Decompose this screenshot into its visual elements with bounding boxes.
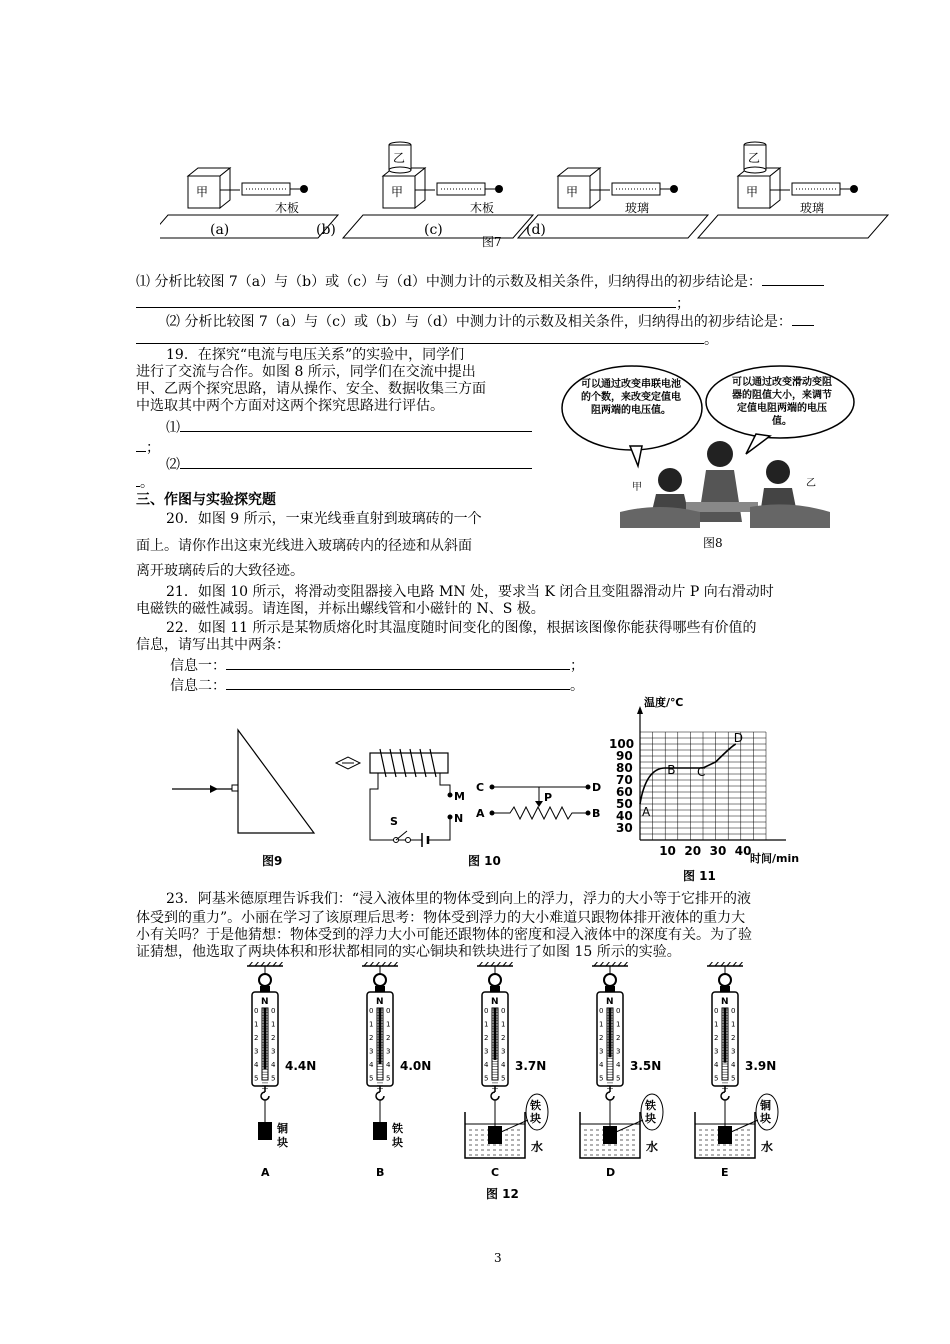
fig7a-block-label: 甲 bbox=[196, 185, 209, 199]
clip bbox=[720, 986, 730, 992]
ring bbox=[604, 974, 616, 986]
fig10-label-D: D bbox=[592, 781, 602, 794]
scale-number: 1 bbox=[369, 1020, 374, 1029]
x-tick-label: 40 bbox=[734, 844, 752, 858]
ring bbox=[489, 974, 501, 986]
scale-number: 4 bbox=[386, 1061, 391, 1069]
block-name: 块 bbox=[277, 1136, 288, 1149]
indicator bbox=[494, 1008, 497, 1060]
panel-letter: A bbox=[261, 1166, 270, 1179]
fig7d-surface: 玻璃 bbox=[800, 201, 825, 215]
q23-line3: 小有关吗？于是他猜想：物体受到的浮力大小可能还跟物体的密度和浸入液体中的深度有关。为了验 bbox=[136, 927, 752, 943]
x-tick-label: 10 bbox=[659, 844, 676, 858]
indicator bbox=[264, 1008, 267, 1069]
scale-number: 3 bbox=[599, 1047, 604, 1056]
scale-number: 2 bbox=[484, 1034, 489, 1042]
figure-10 bbox=[334, 745, 614, 850]
ring bbox=[259, 974, 271, 986]
fig7a-surface: 木板 bbox=[275, 201, 300, 215]
q18-part2-line2: 。 bbox=[136, 330, 718, 349]
block-name: 铜 bbox=[760, 1099, 771, 1112]
scale-number: 1 bbox=[714, 1020, 719, 1029]
clip bbox=[375, 986, 385, 992]
block-name: 块 bbox=[760, 1112, 771, 1125]
fig10-label-P: P bbox=[544, 791, 553, 804]
y-tick-label: 50 bbox=[616, 797, 633, 811]
q18-part2: ⑵ 分析比较图 7（a）与（c）或（b）与（d）中测力计的示数及相关条件，归纳得出的初步结论是： bbox=[166, 312, 814, 331]
scale-number: 1 bbox=[271, 1020, 276, 1029]
force-reading: 3.5N bbox=[630, 1059, 662, 1073]
water-label: 水 bbox=[531, 1140, 544, 1154]
callout-pointer bbox=[616, 1120, 643, 1132]
block-name: 块 bbox=[392, 1136, 403, 1149]
force-reading: 4.0N bbox=[400, 1059, 432, 1073]
scale-number: 5 bbox=[731, 1074, 736, 1083]
scale-number: 4 bbox=[616, 1061, 621, 1069]
q21-line1: 21．如图 10 所示，将滑动变阻器接入电路 MN 处，要求当 K 闭合且变阻器滑动片 P 向右滑动时 bbox=[166, 584, 774, 600]
figure-7 bbox=[160, 140, 890, 260]
figure-12 bbox=[220, 962, 800, 1187]
clip bbox=[605, 986, 615, 992]
force-reading: 3.7N bbox=[515, 1059, 547, 1073]
block-name: 铁 bbox=[392, 1122, 403, 1135]
clip bbox=[490, 986, 500, 992]
fig7d-top-label: 乙 bbox=[748, 151, 761, 165]
spring-balance-D bbox=[580, 962, 663, 1179]
scale-number: 4 bbox=[484, 1061, 489, 1069]
scale-number: 5 bbox=[616, 1074, 621, 1083]
q20-line1: 20．如图 9 所示，一束光线垂直射到玻璃砖的一个 bbox=[166, 511, 482, 527]
scale-number: 1 bbox=[254, 1020, 259, 1029]
page-number: 3 bbox=[494, 1251, 502, 1265]
scale-number: 5 bbox=[369, 1074, 374, 1083]
figure-9 bbox=[170, 725, 320, 840]
hook bbox=[376, 1092, 384, 1100]
scale-unit-label: N bbox=[376, 997, 384, 1007]
y-tick-label: 40 bbox=[616, 809, 633, 823]
scale-number: 3 bbox=[484, 1047, 489, 1056]
fig7d-block-label: 甲 bbox=[746, 185, 759, 199]
force-reading: 3.9N bbox=[745, 1059, 777, 1073]
scale-number: 1 bbox=[386, 1020, 391, 1029]
panel-letter: B bbox=[376, 1166, 385, 1179]
scale-number: 2 bbox=[731, 1034, 736, 1042]
scale-number: 0 bbox=[386, 1007, 391, 1015]
fig8-bubble-right: 可以通过改变滑动变阻器的阻值大小，来调节定值电阻两端的电压值。 bbox=[732, 377, 832, 427]
spring-balance-A bbox=[247, 962, 316, 1179]
force-reading: 4.4N bbox=[285, 1059, 317, 1073]
fig10-caption: 图 10 bbox=[468, 854, 501, 868]
metal-block bbox=[373, 1122, 387, 1140]
scale-number: 2 bbox=[386, 1034, 391, 1042]
scale-unit-label: N bbox=[261, 997, 269, 1007]
y-tick-label: 70 bbox=[616, 773, 633, 787]
students-illustration bbox=[620, 441, 830, 528]
fig7-caption: 图7 bbox=[482, 235, 502, 249]
scale-number: 3 bbox=[501, 1047, 506, 1056]
fig10-label-N: N bbox=[454, 812, 464, 825]
point-label-B: B bbox=[667, 763, 676, 777]
scale-number: 2 bbox=[271, 1034, 276, 1042]
y-tick-label: 80 bbox=[616, 761, 633, 775]
water-label: 水 bbox=[646, 1140, 659, 1154]
point-label-A: A bbox=[642, 805, 651, 819]
indicator bbox=[724, 1008, 727, 1063]
q20-line2: 面上。请你作出这束光线进入玻璃砖内的径迹和从斜面 bbox=[136, 538, 472, 554]
scale-number: 0 bbox=[369, 1007, 374, 1015]
scale-number: 5 bbox=[484, 1074, 489, 1083]
q19-line2: 进行了交流与合作。如图 8 所示，同学们在交流中提出 bbox=[136, 364, 476, 380]
point-label-D: D bbox=[733, 731, 744, 745]
x-tick-label: 20 bbox=[684, 844, 702, 858]
scale-number: 5 bbox=[501, 1074, 506, 1083]
scale-number: 3 bbox=[616, 1047, 621, 1056]
scale-number: 4 bbox=[271, 1061, 276, 1069]
fig10-label-M: M bbox=[454, 790, 465, 803]
q19-answer2-end: 。 bbox=[136, 473, 154, 492]
fig10-label-A: A bbox=[476, 807, 485, 820]
fig8-bubble-left: 可以通过改变串联电池的个数，来改变定值电阻两端的电压值。 bbox=[581, 379, 681, 416]
fig8-label-right: 乙 bbox=[806, 478, 816, 489]
scale-number: 1 bbox=[599, 1020, 604, 1029]
y-tick-label: 60 bbox=[616, 785, 633, 799]
scale-number: 0 bbox=[714, 1007, 719, 1015]
scale-number: 1 bbox=[731, 1020, 736, 1029]
scale-unit-label: N bbox=[491, 997, 499, 1007]
callout-pointer bbox=[501, 1120, 528, 1132]
y-tick-label: 30 bbox=[616, 821, 633, 835]
callout-pointer bbox=[731, 1120, 758, 1132]
scale-number: 0 bbox=[254, 1007, 259, 1015]
block-name: 铁 bbox=[645, 1099, 656, 1112]
q18-part1: ⑴ 分析比较图 7（a）与（b）或（c）与（d）中测力计的示数及相关条件，归纳得出的初步结论是： bbox=[136, 272, 824, 291]
q19-answer1-end: ； bbox=[136, 438, 160, 457]
fig11-caption: 图 11 bbox=[683, 869, 716, 883]
y-tick-label: 100 bbox=[609, 737, 635, 751]
q22-line2: 信息，请写出其中两条： bbox=[136, 637, 290, 653]
scale-number: 5 bbox=[271, 1074, 276, 1083]
fig7-label-d: (d) bbox=[526, 222, 546, 238]
panel-letter: E bbox=[721, 1166, 729, 1179]
scale-number: 2 bbox=[369, 1034, 374, 1042]
scale-number: 2 bbox=[714, 1034, 719, 1042]
q21-line2: 电磁铁的磁性减弱。请连图，并标出螺线管和小磁针的 N、S 极。 bbox=[136, 601, 545, 617]
scale-number: 4 bbox=[599, 1061, 604, 1069]
clip bbox=[260, 986, 270, 992]
fig7-panel-a bbox=[160, 168, 338, 238]
scale-number: 2 bbox=[599, 1034, 604, 1042]
scale-number: 3 bbox=[731, 1047, 736, 1056]
fig7b-top-label: 乙 bbox=[393, 151, 406, 165]
y-tick-label: 90 bbox=[616, 749, 633, 763]
scale-number: 1 bbox=[616, 1020, 621, 1029]
q23-line1: 23．阿基米德原理告诉我们：“浸入液体里的物体受到向上的浮力，浮力的大小等于它排开的液 bbox=[166, 891, 751, 907]
block-name: 铁 bbox=[530, 1099, 541, 1112]
scale-number: 3 bbox=[386, 1047, 391, 1056]
hook bbox=[721, 1092, 729, 1100]
scale-unit-label: N bbox=[606, 997, 614, 1007]
q19-answer2: ⑵ bbox=[166, 455, 532, 474]
scale-number: 0 bbox=[484, 1007, 489, 1015]
block-name: 块 bbox=[645, 1112, 656, 1125]
q23-line4: 证猜想，他选取了两块体积和形状都相同的实心铜块和铁块进行了如图 15 所示的实验。 bbox=[136, 944, 681, 960]
fig7-panel-d bbox=[698, 142, 888, 238]
fig8-label-left: 甲 bbox=[632, 482, 642, 493]
scale-number: 4 bbox=[501, 1061, 506, 1069]
fig7-label-b: (b) bbox=[316, 222, 336, 238]
y-axis-arrow bbox=[637, 706, 643, 714]
indicator bbox=[609, 1008, 612, 1057]
q19-line1: 19．在探究“电流与电压关系”的实验中，同学们 bbox=[166, 347, 465, 363]
section-3-title: 三、作图与实验探究题 bbox=[136, 492, 276, 508]
hook bbox=[606, 1092, 614, 1100]
scale-number: 5 bbox=[254, 1074, 259, 1083]
scale-number: 4 bbox=[714, 1061, 719, 1069]
scale-number: 2 bbox=[616, 1034, 621, 1042]
q20-line3: 离开玻璃砖后的大致径迹。 bbox=[136, 563, 304, 579]
fig7b-block-label: 甲 bbox=[391, 185, 404, 199]
spring-balance-B bbox=[362, 962, 431, 1179]
q22-line1: 22．如图 11 所示是某物质熔化时其温度随时间变化的图像，根据该图像你能获得哪些有价值的 bbox=[166, 620, 757, 636]
fig10-label-S: S bbox=[390, 815, 398, 828]
fig10-label-C: C bbox=[476, 781, 485, 794]
q19-line3: 甲、乙两个探究思路，请从操作、安全、数据收集三方面 bbox=[136, 381, 486, 397]
metal-block bbox=[258, 1122, 272, 1140]
panel-letter: D bbox=[606, 1166, 616, 1179]
fig7c-block-label: 甲 bbox=[566, 185, 579, 199]
fig7b-surface: 木板 bbox=[470, 201, 495, 215]
scale-number: 1 bbox=[501, 1020, 506, 1029]
scale-number: 0 bbox=[501, 1007, 506, 1015]
scale-number: 2 bbox=[254, 1034, 259, 1042]
water-label: 水 bbox=[761, 1140, 774, 1154]
block-name: 铜 bbox=[277, 1122, 288, 1135]
indicator bbox=[379, 1008, 382, 1064]
fig7c-surface: 玻璃 bbox=[625, 201, 650, 215]
fig7-label-c: (c) bbox=[424, 222, 443, 238]
fig7-label-a: (a) bbox=[210, 222, 230, 238]
scale-number: 5 bbox=[714, 1074, 719, 1083]
scale-number: 2 bbox=[501, 1034, 506, 1042]
q23-line2: 体受到的重力”。小丽在学习了该原理后思考：物体受到浮力的大小难道只跟物体排开液体的重力大 bbox=[136, 910, 746, 926]
q22-info2: 信息二： 。 bbox=[170, 678, 584, 694]
scale-unit-label: N bbox=[721, 997, 729, 1007]
fig11-xlabel: 时间/min bbox=[750, 852, 800, 865]
q22-info1: 信息一： ； bbox=[170, 658, 584, 674]
ring bbox=[719, 974, 731, 986]
scale-number: 4 bbox=[254, 1061, 259, 1069]
hook bbox=[261, 1092, 269, 1100]
point-label-C: C bbox=[697, 765, 706, 779]
fig12-caption: 图 12 bbox=[486, 1187, 519, 1201]
scale-number: 3 bbox=[254, 1047, 259, 1056]
figure-11-chart bbox=[600, 692, 820, 872]
scale-number: 3 bbox=[369, 1047, 374, 1056]
q19-answer1: ⑴ bbox=[166, 418, 532, 437]
q19-line4: 中选取其中两个方面对这两个探究思路进行评估。 bbox=[136, 398, 444, 414]
scale-number: 5 bbox=[599, 1074, 604, 1083]
scale-number: 4 bbox=[369, 1061, 374, 1069]
scale-number: 0 bbox=[271, 1007, 276, 1015]
panel-letter: C bbox=[491, 1166, 500, 1179]
fig8-caption: 图8 bbox=[703, 536, 723, 550]
scale-number: 0 bbox=[731, 1007, 736, 1015]
q18-part1-line2: ； bbox=[136, 294, 690, 313]
fig7-panel-c bbox=[518, 168, 708, 238]
spring-balance-E bbox=[695, 962, 778, 1179]
scale-number: 3 bbox=[714, 1047, 719, 1056]
hook bbox=[491, 1092, 499, 1100]
ring bbox=[374, 974, 386, 986]
scale-number: 1 bbox=[484, 1020, 489, 1029]
fig10-label-B: B bbox=[592, 807, 601, 820]
scale-number: 4 bbox=[731, 1061, 736, 1069]
block-name: 块 bbox=[530, 1112, 541, 1125]
spring-balance-C bbox=[465, 962, 548, 1179]
scale-number: 0 bbox=[599, 1007, 604, 1015]
scale-number: 5 bbox=[386, 1074, 391, 1083]
scale-number: 3 bbox=[271, 1047, 276, 1056]
scale-number: 0 bbox=[616, 1007, 621, 1015]
x-tick-label: 30 bbox=[709, 844, 727, 858]
fig9-caption: 图9 bbox=[262, 854, 283, 868]
fig11-ylabel: 温度/℃ bbox=[644, 696, 684, 709]
